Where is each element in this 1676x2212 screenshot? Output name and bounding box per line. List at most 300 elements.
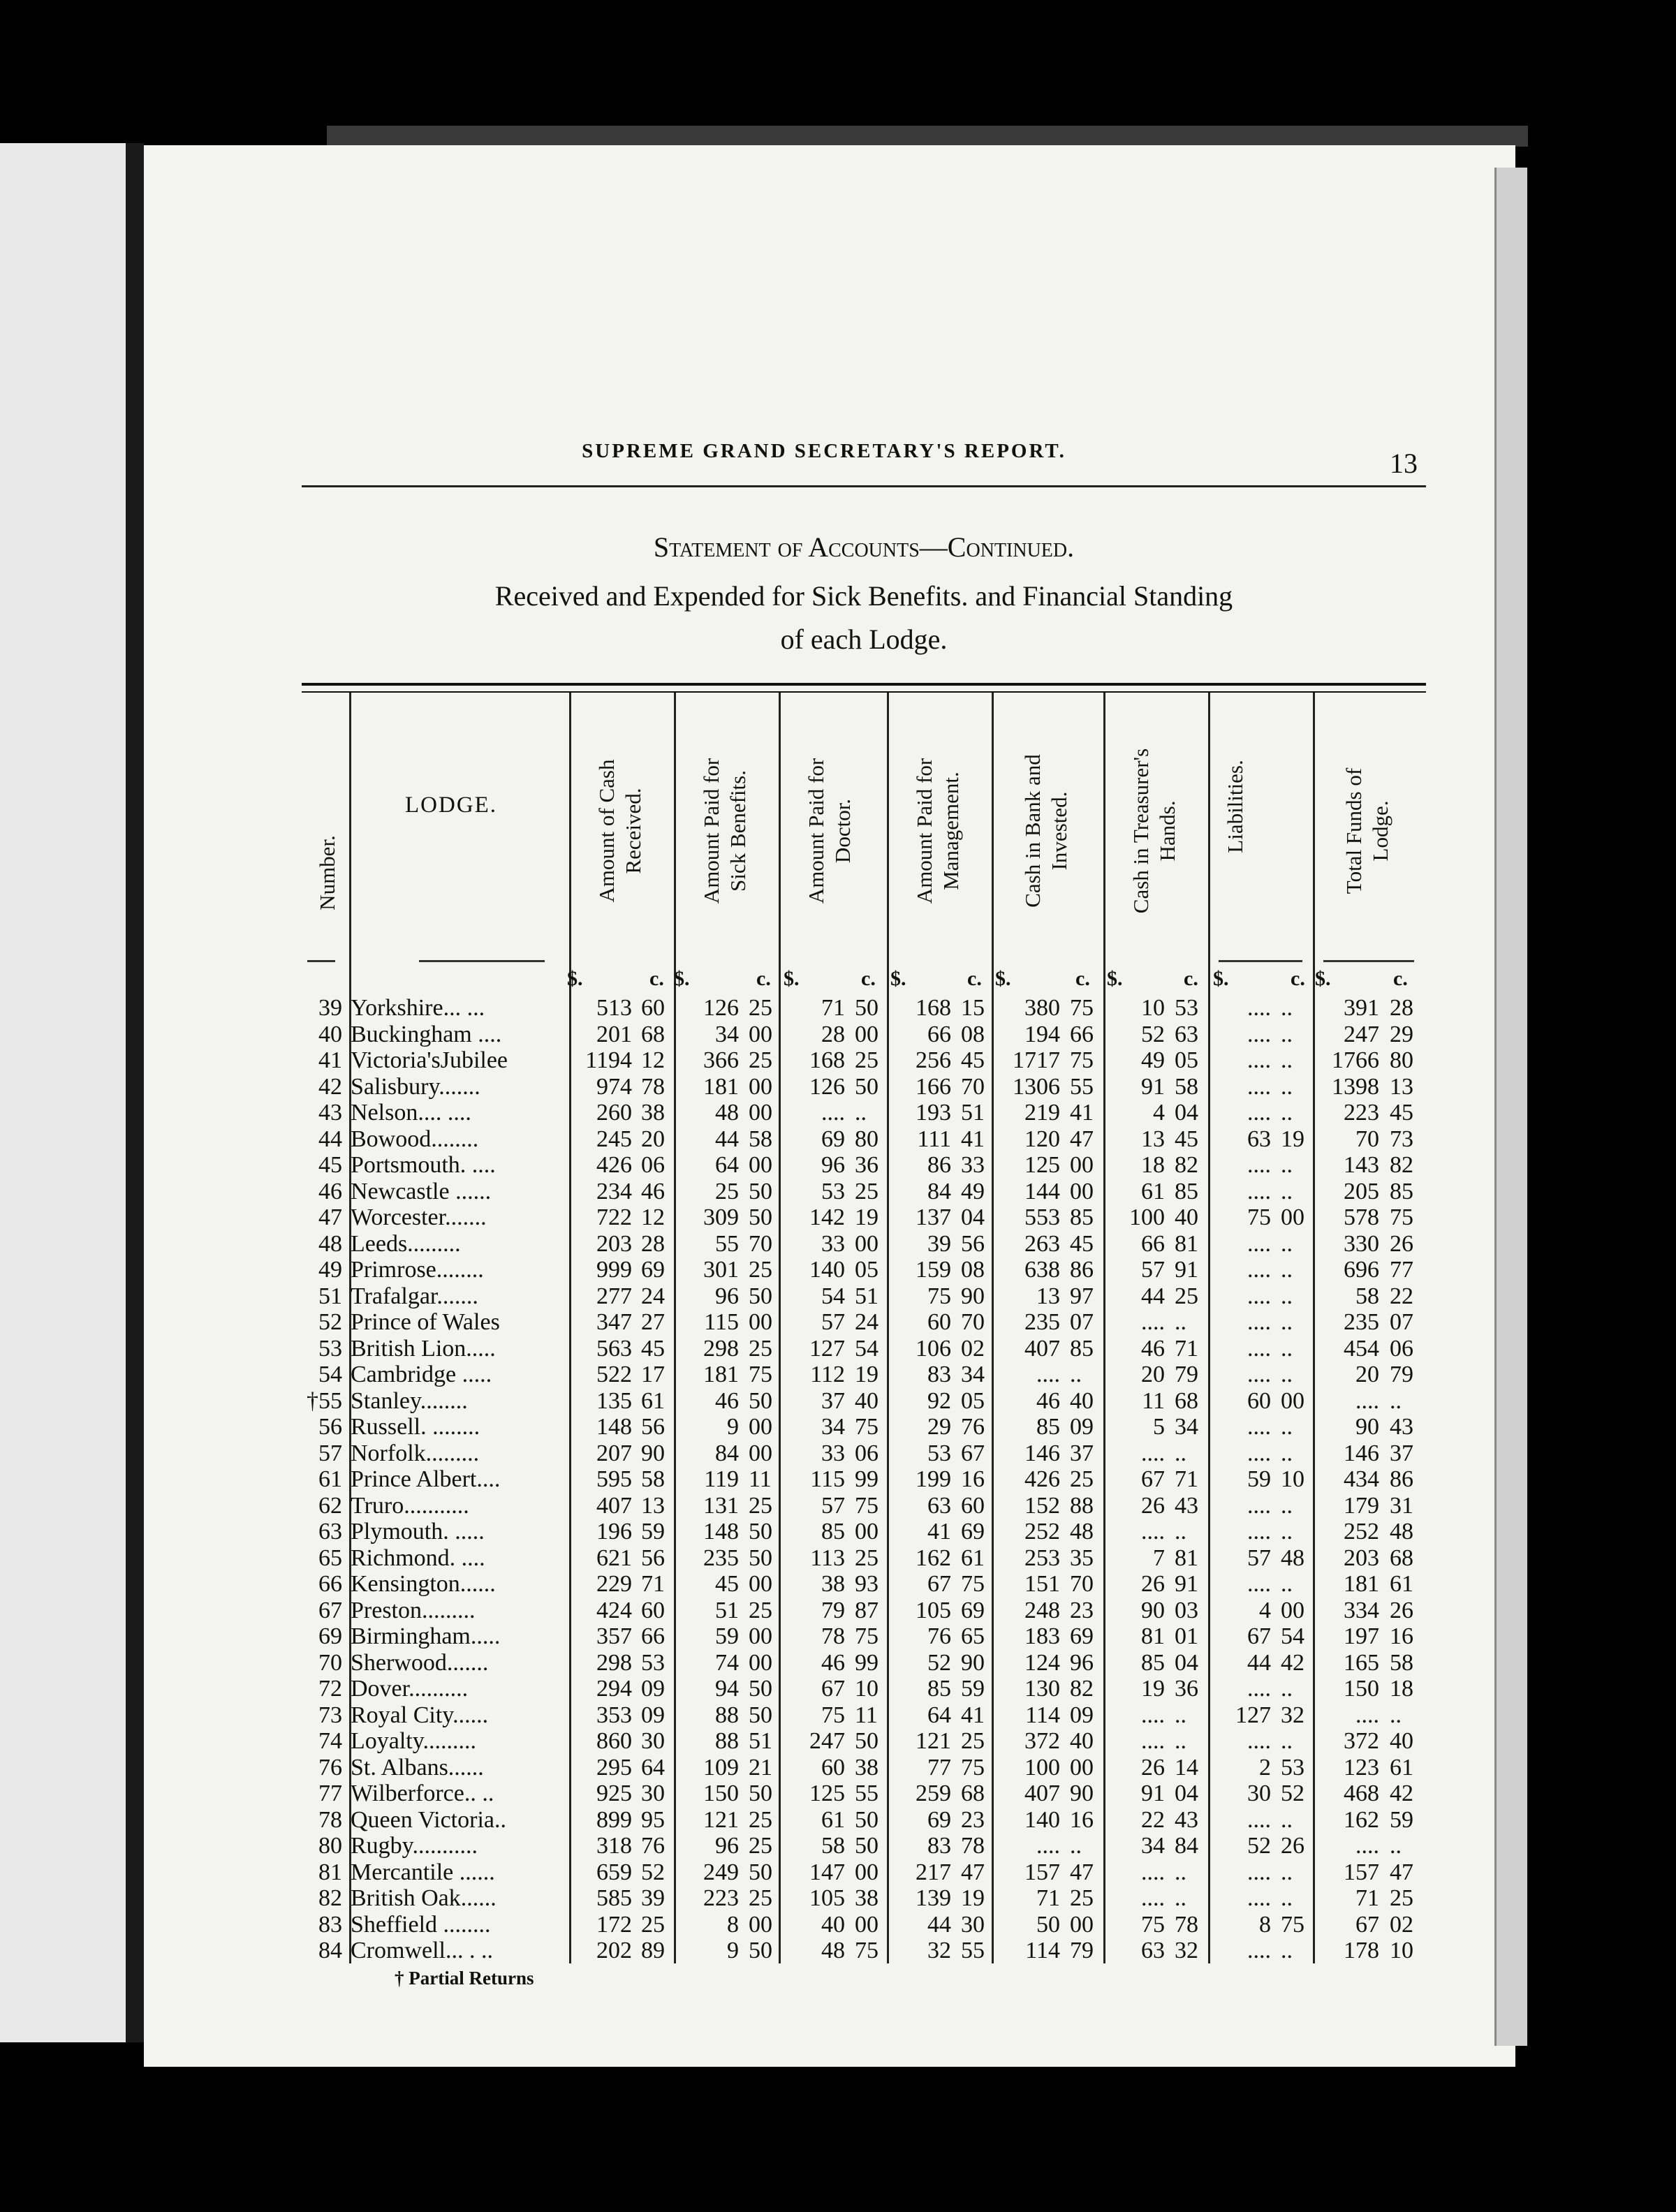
liab-cents: 48 <box>1281 1544 1304 1571</box>
sick-dollars: 9 <box>727 1414 739 1440</box>
bank-cents: 09 <box>1070 1414 1094 1440</box>
mgmt-cents: 65 <box>961 1623 985 1649</box>
sick-cents: 25 <box>749 1806 772 1833</box>
total-cents: .. <box>1390 1833 1402 1859</box>
total-cents: 29 <box>1390 1021 1413 1047</box>
bank-dollars: 13 <box>1036 1283 1060 1309</box>
bank-dollars: 140 <box>1024 1806 1060 1833</box>
mgmt-dollars: 166 <box>916 1073 951 1100</box>
total-cents: 68 <box>1390 1544 1413 1571</box>
total-cents: 16 <box>1390 1623 1413 1649</box>
sick-cents: 50 <box>749 1702 772 1728</box>
table-top-rule-thin <box>302 691 1426 693</box>
cash-cents: 71 <box>641 1571 665 1597</box>
liab-dollars: .... <box>1247 1100 1271 1126</box>
total-cents: 77 <box>1390 1257 1413 1283</box>
header-cash-received: Amount of Cash Received. <box>594 759 645 903</box>
doctor-dollars: 54 <box>821 1283 845 1309</box>
bank-dollars: 553 <box>1024 1204 1060 1230</box>
lodge-name: Salisbury....... <box>351 1073 480 1100</box>
total-dollars: 165 <box>1344 1649 1379 1676</box>
mgmt-dollars: 83 <box>927 1833 951 1859</box>
sick-dollars: 84 <box>715 1440 739 1466</box>
total-cents: 40 <box>1390 1728 1413 1754</box>
treas-dollars: .... <box>1141 1309 1165 1335</box>
mgmt-cents: 08 <box>961 1257 985 1283</box>
doctor-cents: 00 <box>855 1911 879 1938</box>
cents-unit: c. <box>861 967 876 990</box>
treas-dollars: 13 <box>1141 1126 1165 1152</box>
table-row <box>0 1833 1676 1859</box>
doctor-cents: 06 <box>855 1440 879 1466</box>
mgmt-dollars: 75 <box>927 1283 951 1309</box>
sick-dollars: 34 <box>715 1021 739 1047</box>
cash-dollars: 999 <box>596 1257 632 1283</box>
doctor-cents: 50 <box>855 995 879 1021</box>
total-cents: 31 <box>1390 1492 1413 1519</box>
mgmt-cents: 51 <box>961 1100 985 1126</box>
bank-dollars: 50 <box>1036 1911 1060 1938</box>
treas-cents: 91 <box>1175 1257 1198 1283</box>
doctor-dollars: 112 <box>810 1362 845 1387</box>
sick-cents: 25 <box>749 1335 772 1362</box>
total-dollars: 330 <box>1344 1230 1379 1257</box>
sick-dollars: 44 <box>715 1126 739 1152</box>
treas-cents: 81 <box>1175 1230 1198 1257</box>
bank-dollars: 114 <box>1025 1938 1060 1963</box>
sick-dollars: 121 <box>703 1806 739 1833</box>
table-row <box>0 1100 1676 1126</box>
bank-cents: 85 <box>1070 1335 1094 1362</box>
sick-dollars: 8 <box>727 1911 739 1938</box>
total-cents: 13 <box>1390 1073 1413 1100</box>
bank-dollars: 144 <box>1024 1178 1060 1204</box>
total-dollars: 20 <box>1355 1362 1379 1387</box>
sick-dollars: 249 <box>703 1859 739 1885</box>
liab-cents: .. <box>1281 1178 1293 1204</box>
doctor-dollars: 247 <box>809 1728 845 1754</box>
bank-cents: 25 <box>1070 1466 1094 1492</box>
bank-dollars: 380 <box>1024 995 1060 1021</box>
liab-dollars: .... <box>1247 1938 1271 1963</box>
mgmt-dollars: 83 <box>927 1362 951 1387</box>
sick-cents: 00 <box>749 1623 772 1649</box>
bank-cents: 88 <box>1070 1492 1094 1519</box>
total-dollars: 90 <box>1355 1414 1379 1440</box>
liab-dollars: 67 <box>1247 1623 1271 1649</box>
liab-cents: .. <box>1281 1885 1293 1911</box>
lodge-name: Newcastle ...... <box>351 1178 492 1204</box>
liab-dollars: .... <box>1247 1519 1271 1544</box>
lodge-name: Royal City...... <box>351 1702 489 1728</box>
lodge-name: Kensington...... <box>351 1571 496 1597</box>
cash-cents: 60 <box>641 1597 665 1623</box>
doctor-cents: 00 <box>855 1859 879 1885</box>
mgmt-cents: 15 <box>961 995 985 1021</box>
liab-cents: .. <box>1281 1806 1293 1833</box>
lodge-name: Cambridge ..... <box>351 1362 492 1387</box>
mgmt-dollars: 67 <box>927 1571 951 1597</box>
mgmt-cents: 68 <box>961 1780 985 1806</box>
sick-cents: 70 <box>749 1230 772 1257</box>
bank-dollars: 125 <box>1024 1152 1060 1178</box>
lodge-name: Portsmouth. .... <box>351 1152 496 1178</box>
table-row <box>0 1204 1676 1230</box>
header-dash <box>1219 960 1302 962</box>
liab-cents: 10 <box>1281 1466 1304 1492</box>
doctor-cents: 75 <box>855 1492 879 1519</box>
cash-cents: 61 <box>641 1387 665 1414</box>
cash-dollars: 203 <box>596 1230 632 1257</box>
table-row <box>0 1728 1676 1754</box>
sick-cents: 00 <box>749 1911 772 1938</box>
page-shadow <box>327 126 1528 147</box>
cash-dollars: 207 <box>596 1440 632 1466</box>
table-row <box>0 1388 1676 1414</box>
treas-dollars: 4 <box>1153 1100 1165 1126</box>
treas-dollars: 67 <box>1141 1466 1165 1492</box>
mgmt-cents: 25 <box>961 1728 985 1754</box>
lodge-name: Birmingham..... <box>351 1623 501 1649</box>
sick-dollars: 48 <box>715 1100 739 1126</box>
doctor-cents: 80 <box>855 1126 879 1152</box>
total-cents: 43 <box>1390 1414 1413 1440</box>
total-cents: 25 <box>1390 1885 1413 1911</box>
cash-cents: 17 <box>641 1362 665 1387</box>
bank-cents: 23 <box>1070 1597 1094 1623</box>
liab-dollars: 59 <box>1247 1466 1271 1492</box>
mgmt-cents: 16 <box>961 1466 985 1492</box>
cash-dollars: 357 <box>596 1623 632 1649</box>
sick-cents: 50 <box>749 1859 772 1885</box>
lodge-number: 76 <box>318 1754 342 1780</box>
liab-cents: .. <box>1281 1335 1293 1362</box>
lodge-number: 62 <box>318 1492 342 1519</box>
sick-cents: 25 <box>749 1833 772 1859</box>
mgmt-dollars: 256 <box>916 1047 951 1073</box>
total-cents: 73 <box>1390 1126 1413 1152</box>
doctor-cents: 00 <box>855 1230 879 1257</box>
bank-cents: 75 <box>1070 995 1094 1021</box>
mgmt-cents: 78 <box>961 1833 985 1859</box>
total-dollars: 334 <box>1344 1597 1379 1623</box>
cash-cents: 09 <box>641 1676 665 1702</box>
treas-cents: 53 <box>1175 995 1198 1021</box>
total-cents: .. <box>1390 1387 1402 1414</box>
mgmt-dollars: 39 <box>927 1230 951 1257</box>
lodge-number: 73 <box>318 1702 342 1728</box>
liab-cents: .. <box>1281 1859 1293 1885</box>
total-dollars: 203 <box>1344 1544 1379 1571</box>
doctor-dollars: 115 <box>810 1466 845 1492</box>
lodge-name: Dover.......... <box>351 1676 469 1702</box>
table-subtitle-continued: of each Lodge. <box>780 624 948 655</box>
liab-cents: .. <box>1281 1309 1293 1335</box>
cash-cents: 56 <box>641 1414 665 1440</box>
cash-cents: 13 <box>641 1492 665 1519</box>
cash-dollars: 563 <box>596 1335 632 1362</box>
total-cents: 10 <box>1390 1938 1413 1963</box>
treas-dollars: 7 <box>1153 1544 1165 1571</box>
cash-cents: 68 <box>641 1021 665 1047</box>
cash-cents: 12 <box>641 1047 665 1073</box>
lodge-name: Buckingham .... <box>351 1021 502 1047</box>
sick-cents: 50 <box>749 1544 772 1571</box>
mgmt-cents: 34 <box>961 1362 985 1387</box>
dollar-unit: $. <box>784 967 800 990</box>
cents-unit: c. <box>1075 967 1090 990</box>
total-cents: 07 <box>1390 1309 1413 1335</box>
lodge-name: Leeds......... <box>351 1230 461 1257</box>
sick-dollars: 115 <box>704 1309 739 1335</box>
doctor-dollars: 34 <box>821 1414 845 1440</box>
cash-cents: 45 <box>641 1335 665 1362</box>
treas-cents: .. <box>1175 1885 1186 1911</box>
treas-cents: .. <box>1175 1440 1186 1466</box>
total-cents: 58 <box>1390 1649 1413 1676</box>
liab-cents: 32 <box>1281 1702 1304 1728</box>
mgmt-cents: 90 <box>961 1649 985 1676</box>
cash-dollars: 353 <box>596 1702 632 1728</box>
treas-cents: 91 <box>1175 1571 1198 1597</box>
liab-cents: 54 <box>1281 1623 1304 1649</box>
bank-cents: 00 <box>1070 1754 1094 1780</box>
cash-cents: 25 <box>641 1911 665 1938</box>
doctor-cents: 25 <box>855 1047 879 1073</box>
total-cents: 42 <box>1390 1780 1413 1806</box>
doctor-dollars: 60 <box>821 1754 845 1780</box>
bank-dollars: 183 <box>1024 1623 1060 1649</box>
lodge-name: Plymouth. ..... <box>351 1519 485 1544</box>
cash-cents: 20 <box>641 1126 665 1152</box>
liab-cents: .. <box>1281 1073 1293 1100</box>
sick-dollars: 96 <box>715 1833 739 1859</box>
liab-dollars: 52 <box>1247 1833 1271 1859</box>
cash-cents: 69 <box>641 1257 665 1283</box>
sick-cents: 58 <box>749 1126 772 1152</box>
doctor-cents: .. <box>855 1100 867 1126</box>
sick-cents: 00 <box>749 1571 772 1597</box>
liab-dollars: 4 <box>1259 1597 1271 1623</box>
sick-dollars: 9 <box>727 1938 739 1963</box>
total-cents: 28 <box>1390 995 1413 1021</box>
doctor-dollars: 53 <box>821 1178 845 1204</box>
treas-cents: 14 <box>1175 1754 1198 1780</box>
mgmt-cents: 08 <box>961 1021 985 1047</box>
mgmt-dollars: 52 <box>927 1649 951 1676</box>
lodge-number: 69 <box>318 1623 342 1649</box>
bank-dollars: 124 <box>1024 1649 1060 1676</box>
table-row <box>0 1571 1676 1597</box>
bank-cents: .. <box>1070 1362 1082 1387</box>
cents-unit: c. <box>1291 967 1305 990</box>
liab-cents: .. <box>1281 1571 1293 1597</box>
bank-dollars: 235 <box>1024 1309 1060 1335</box>
cash-dollars: 347 <box>596 1309 632 1335</box>
bank-cents: 82 <box>1070 1676 1094 1702</box>
mgmt-cents: 75 <box>961 1571 985 1597</box>
bank-cents: 86 <box>1070 1257 1094 1283</box>
bank-cents: 47 <box>1070 1126 1094 1152</box>
sick-cents: 00 <box>749 1021 772 1047</box>
cash-dollars: 513 <box>596 995 632 1021</box>
doctor-cents: 75 <box>855 1938 879 1963</box>
total-cents: 59 <box>1390 1806 1413 1833</box>
bank-dollars: 219 <box>1024 1100 1060 1126</box>
cash-dollars: 135 <box>596 1387 632 1414</box>
table-row <box>0 1074 1676 1100</box>
bank-dollars: 638 <box>1024 1257 1060 1283</box>
treas-cents: 04 <box>1175 1780 1198 1806</box>
table-row <box>0 1466 1676 1492</box>
lodge-number: 67 <box>318 1597 342 1623</box>
mgmt-cents: 33 <box>961 1152 985 1178</box>
cash-dollars: 245 <box>596 1126 632 1152</box>
doctor-cents: 00 <box>855 1519 879 1544</box>
treas-dollars: .... <box>1141 1885 1165 1911</box>
total-dollars: 235 <box>1344 1309 1379 1335</box>
cash-dollars: 202 <box>596 1938 632 1963</box>
doctor-dollars: 61 <box>821 1806 845 1833</box>
total-dollars: 434 <box>1344 1466 1379 1492</box>
bank-dollars: 1717 <box>1013 1047 1060 1073</box>
lodge-number: 48 <box>318 1230 342 1257</box>
sick-dollars: 59 <box>715 1623 739 1649</box>
mgmt-cents: 69 <box>961 1597 985 1623</box>
lodge-name: St. Albans...... <box>351 1754 484 1780</box>
bank-cents: 70 <box>1070 1571 1094 1597</box>
mgmt-dollars: 162 <box>916 1544 951 1571</box>
table-row <box>0 1414 1676 1440</box>
bank-dollars: 71 <box>1036 1885 1060 1911</box>
lodge-name: Victoria'sJubilee <box>351 1047 508 1073</box>
cash-cents: 28 <box>641 1230 665 1257</box>
total-dollars: .... <box>1355 1833 1379 1859</box>
liab-cents: .. <box>1281 1492 1293 1519</box>
doctor-dollars: 85 <box>821 1519 845 1544</box>
cash-cents: 53 <box>641 1649 665 1676</box>
lodge-name: Trafalgar....... <box>351 1283 478 1309</box>
cash-dollars: 298 <box>596 1649 632 1676</box>
lodge-number: 80 <box>318 1833 342 1859</box>
footnote: † Partial Returns <box>395 1968 534 1989</box>
total-dollars: 178 <box>1344 1938 1379 1963</box>
doctor-dollars: 168 <box>809 1047 845 1073</box>
sick-cents: 50 <box>749 1780 772 1806</box>
doctor-cents: 99 <box>855 1466 879 1492</box>
total-dollars: 58 <box>1355 1283 1379 1309</box>
cash-dollars: 234 <box>596 1178 632 1204</box>
lodge-number: 45 <box>318 1152 342 1178</box>
treas-dollars: 19 <box>1141 1676 1165 1702</box>
cash-dollars: 426 <box>596 1152 632 1178</box>
sick-cents: 21 <box>749 1754 772 1780</box>
doctor-cents: 36 <box>855 1152 879 1178</box>
total-cents: .. <box>1390 1702 1402 1728</box>
cash-dollars: 294 <box>596 1676 632 1702</box>
mgmt-dollars: 63 <box>927 1492 951 1519</box>
lodge-name: Cromwell... . .. <box>351 1938 493 1963</box>
liab-cents: .. <box>1281 1938 1293 1963</box>
doctor-dollars: 127 <box>809 1335 845 1362</box>
bank-dollars: 152 <box>1024 1492 1060 1519</box>
header-number: Number. <box>315 835 339 910</box>
mgmt-dollars: 259 <box>916 1780 951 1806</box>
lodge-number: 43 <box>318 1100 342 1126</box>
treas-cents: .. <box>1175 1728 1186 1754</box>
liab-cents: .. <box>1281 1047 1293 1073</box>
total-dollars: 70 <box>1355 1126 1379 1152</box>
bank-dollars: 130 <box>1024 1676 1060 1702</box>
sick-dollars: 223 <box>703 1885 739 1911</box>
sick-cents: 50 <box>749 1204 772 1230</box>
table-row <box>0 1938 1676 1963</box>
mgmt-cents: 19 <box>961 1885 985 1911</box>
treas-dollars: 90 <box>1141 1597 1165 1623</box>
bank-dollars: 120 <box>1024 1126 1060 1152</box>
sick-dollars: 148 <box>703 1519 739 1544</box>
mgmt-dollars: 193 <box>916 1100 951 1126</box>
mgmt-dollars: 85 <box>927 1676 951 1702</box>
mgmt-dollars: 159 <box>916 1257 951 1283</box>
sick-dollars: 150 <box>703 1780 739 1806</box>
treas-dollars: .... <box>1141 1702 1165 1728</box>
total-dollars: 181 <box>1344 1571 1379 1597</box>
treas-dollars: 91 <box>1141 1780 1165 1806</box>
table-row <box>0 1440 1676 1466</box>
bank-cents: 48 <box>1070 1519 1094 1544</box>
doctor-cents: 93 <box>855 1571 879 1597</box>
cash-dollars: 722 <box>596 1204 632 1230</box>
treas-cents: 71 <box>1175 1466 1198 1492</box>
table-subtitle: Received and Expended for Sick Benefits. and Financial Standing <box>494 580 1233 612</box>
doctor-cents: 19 <box>855 1362 879 1387</box>
cash-cents: 78 <box>641 1073 665 1100</box>
bank-dollars: 407 <box>1024 1335 1060 1362</box>
mgmt-cents: 60 <box>961 1492 985 1519</box>
table-row <box>0 1336 1676 1362</box>
sick-cents: 50 <box>749 1283 772 1309</box>
sick-cents: 00 <box>749 1100 772 1126</box>
doctor-cents: 05 <box>855 1257 879 1283</box>
treas-cents: 68 <box>1175 1387 1198 1414</box>
header-bank: Cash in Bank and Invested. <box>1020 754 1071 908</box>
cash-dollars: 595 <box>596 1466 632 1492</box>
lodge-name: Bowood........ <box>351 1126 479 1152</box>
lodge-name: Richmond. .... <box>351 1544 485 1571</box>
mgmt-dollars: 168 <box>916 995 951 1021</box>
liab-dollars: 127 <box>1235 1702 1271 1728</box>
treas-dollars: .... <box>1141 1519 1165 1544</box>
treas-cents: 25 <box>1175 1283 1198 1309</box>
running-head: SUPREME GRAND SECRETARY'S REPORT. <box>582 440 1066 462</box>
sick-cents: 50 <box>749 1387 772 1414</box>
cents-unit: c. <box>1393 967 1408 990</box>
cash-dollars: 621 <box>596 1544 632 1571</box>
sick-cents: 51 <box>749 1728 772 1754</box>
mgmt-dollars: 41 <box>927 1519 951 1544</box>
mgmt-cents: 02 <box>961 1335 985 1362</box>
treas-dollars: 85 <box>1141 1649 1165 1676</box>
treas-cents: 45 <box>1175 1126 1198 1152</box>
header-total-funds: Total Funds of Lodge. <box>1341 767 1392 894</box>
doctor-dollars: 75 <box>821 1702 845 1728</box>
doctor-dollars: 105 <box>809 1885 845 1911</box>
total-dollars: 252 <box>1344 1519 1379 1544</box>
doctor-dollars: 142 <box>809 1204 845 1230</box>
total-dollars: 391 <box>1344 995 1379 1021</box>
treas-dollars: 26 <box>1141 1492 1165 1519</box>
